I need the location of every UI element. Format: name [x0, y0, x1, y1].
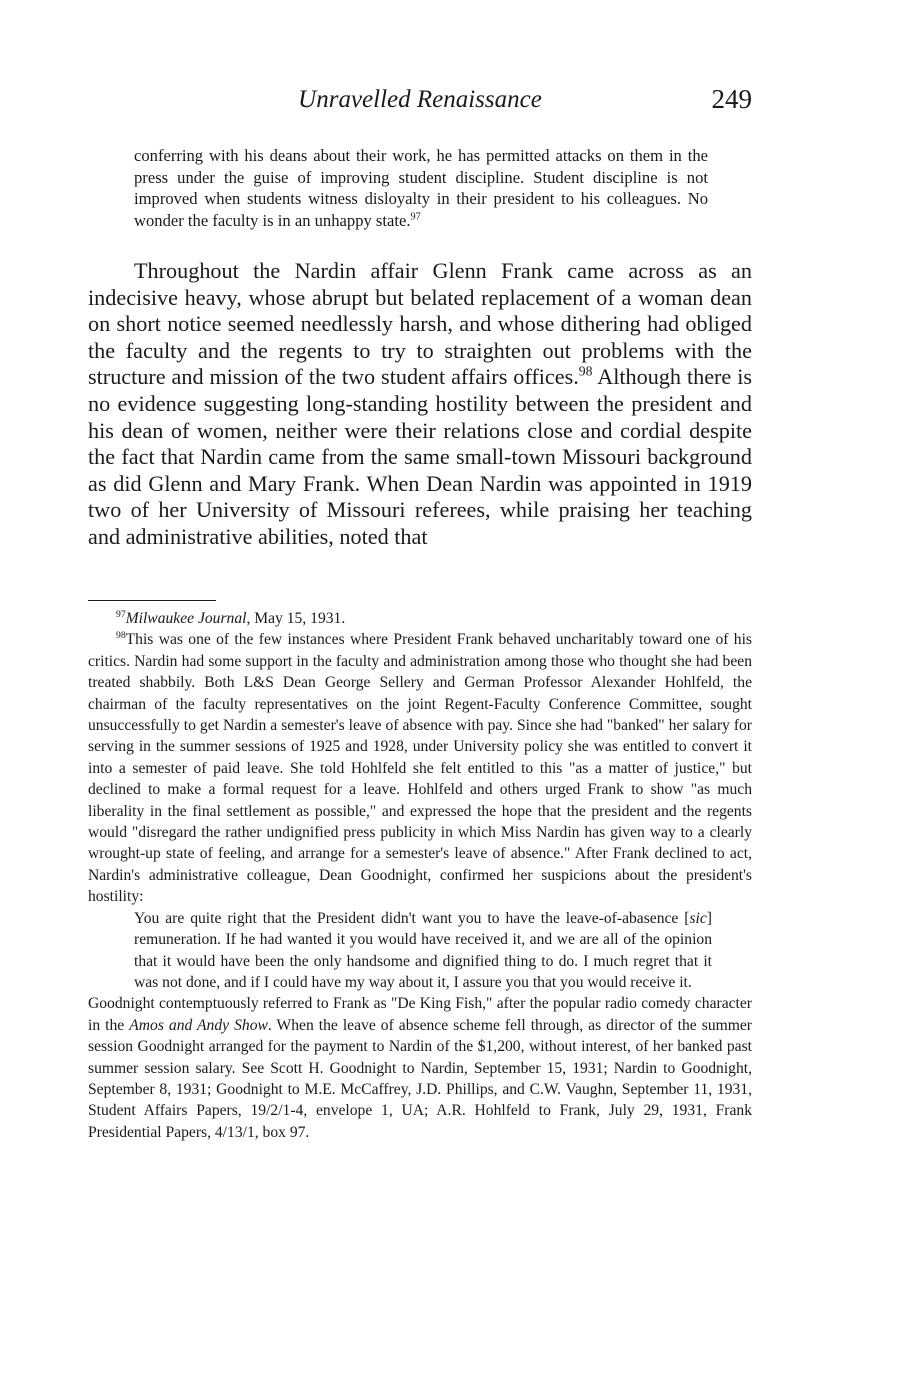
footnote-ref-98: 98 — [578, 363, 593, 379]
running-title: Unravelled Renaissance — [298, 86, 542, 113]
footnote-quote-b: ] remuneration. If he had wanted it you would have received it, and we are all of the opinion that it would have been the only handsome and dignified thing to do. I much regret that it was not done, and if I could have my way about it, I assure you that you would receive it. — [134, 909, 712, 991]
footnote-rule — [88, 600, 216, 601]
footnote-98 — [88, 629, 752, 907]
body-part-1: Throughout the Nardin affair Glenn Frank came across as an indecisive heavy, whose abrupt but belated replacement of a woman dean on short notice seemed needlessly harsh, and whose dithering had obliged the faculty and the regents to try to straighten out problems with the structure and mission of the two student affairs offices. — [88, 258, 752, 390]
footnote-ref-97: 97 — [410, 211, 421, 223]
footnote-quote-a: You are quite right that the President didn't want you to have the leave-of-abasence [ — [134, 909, 690, 927]
footnote-marker-98: 98 — [116, 630, 126, 642]
footnote-97-rest: , May 15, 1931. — [246, 610, 346, 627]
running-header — [88, 86, 752, 122]
footnote-after-b: . When the leave of absence scheme fell through, as director of the summer session Goodnight arranged for the payment to Nardin of the $1,200, without interest, of her banked past summer session salary. See Scott H. Goodnight to Nardin, September 15, 1931; Nardin to Goodnight, September 8, 1931; Goodnight to M.E. McCaffrey, J.D. Phillips, and C.W. Vaughn, September 11, 1931, Student Affairs Papers, 19/2/1-4, envelope 1, UA; A.R. Hohlfeld to Frank, July 29, 1931, Frank Presidential Papers, 4/13/1, box 97. — [88, 1016, 752, 1141]
footnotes — [88, 608, 752, 1143]
show-title: Amos and Andy Show — [129, 1016, 268, 1034]
body-paragraph — [88, 258, 752, 551]
block-quotation — [134, 145, 708, 232]
body-part-2: Although there is no evidence suggesting long-standing hostility between the president and his dean of women, neither were their relations close and cordial despite the fact that Nardin came from the same small-town Missouri background as did Glenn and Mary Frank. When Dean Nardin was appointed in 1919 two of her University of Missouri referees, while praising her teaching and administrative abilities, noted that — [88, 364, 752, 549]
footnote-97 — [88, 608, 752, 629]
block-quotation-text — [134, 145, 708, 232]
footnote-98-continuation — [88, 993, 752, 1143]
body-text — [88, 258, 752, 551]
footnote-after-a: Goodnight contemptuously referred to Frank as "De King Fish," after the popular radio comedy character in the — [88, 995, 752, 1034]
footnote-98-quotation — [88, 908, 752, 994]
footnote-97-title: Milwaukee Journal — [125, 610, 247, 627]
footnote-98-text: This was one of the few instances where President Frank behaved uncharitably toward one of his critics. Nardin had some support in the faculty and administration among those who thought she had been treated shabbily. Both L&S Dean George Sellery and German Professor Alexander Hohlfeld, the chairman of the faculty representatives on the joint Regent-Faculty Conference Committee, sought unsuccessfully to get Nardin a semester's leave of absence with pay. Since she had "banked" her salary for serving in the summer sessions of 1925 and 1928, under University policy she was entitled to convert it into a semester of paid leave. She told Hohlfeld she felt entitled to this "as a matter of justice," but declined to make a formal request for a leave. Hohlfeld and others urged Frank to show "as much liberality in the final settlement as possible," and expressed the hope that the president and the regents would "disregard the rather undignified press publicity in which Miss Nardin has given way to a clearly wrought-up state of feeling, and arrange for a semester's leave of absence." After Frank declined to act, Nardin's administrative colleague, Dean Goodnight, confirmed her suspicions about the president's hostility: — [88, 631, 752, 906]
quote-text: conferring with his deans about their work, he has permitted attacks on them in the press under the guise of improving student discipline. Student discipline is not improved when students witness disloyalty in their president to his colleagues. No wonder the faculty is in an unhappy state. — [134, 146, 708, 231]
footnote-marker-97: 97 — [116, 608, 126, 620]
page-number: 249 — [711, 84, 752, 114]
sic-marker: sic — [689, 909, 707, 927]
